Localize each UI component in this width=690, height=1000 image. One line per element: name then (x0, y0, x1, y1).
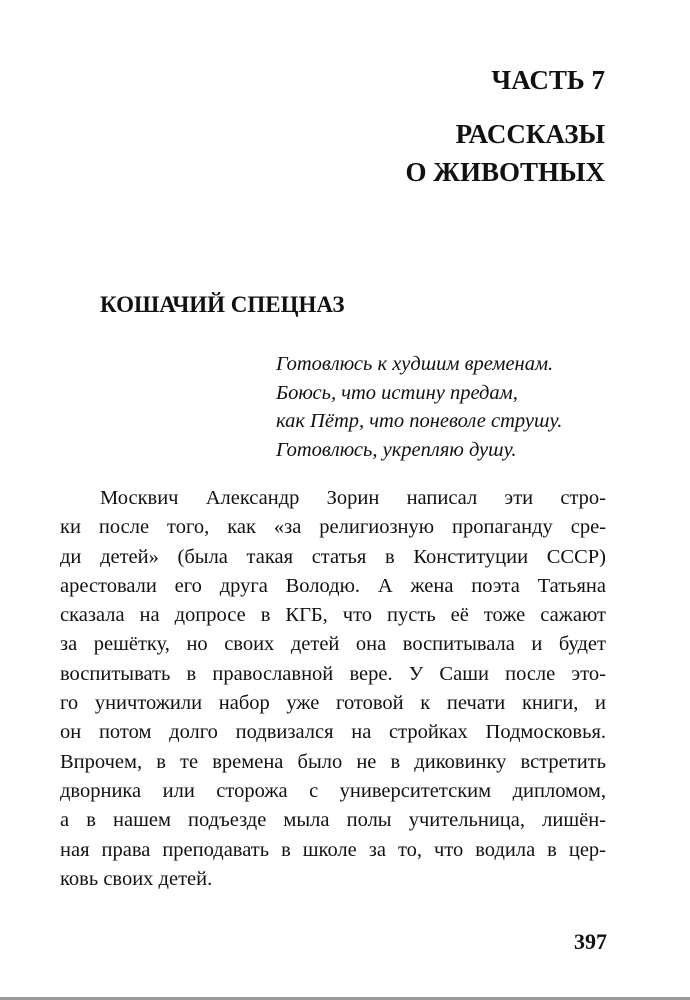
body-line: ки после того, как «за религиозную пропаганду сре- (60, 516, 606, 539)
epigraph-line: Готовлюсь, укрепляю душу. (276, 438, 517, 461)
body-paragraph (60, 484, 606, 894)
body-line: ная права преподавать в школе за то, что водила в цер- (60, 838, 606, 861)
body-line: воспитывать в православной вере. У Саши после это- (60, 662, 606, 685)
part-subtitle-line: РАССКАЗЫ (455, 119, 605, 149)
story-title: КОШАЧИЙ СПЕЦНАЗ (100, 292, 345, 317)
body-line: он потом долго подвизался на стройках Подмосковья. (60, 721, 606, 744)
body-line: сказала на допросе в КГБ, что пусть её тоже сажают (60, 604, 606, 627)
body-line: Впрочем, в те времена было не в диковинку встретить (60, 750, 606, 773)
body-line: арестовали его друга Володю. А жена поэта Татьяна (60, 574, 606, 597)
body-line: за решётку, но своих детей она воспитывала и будет (60, 633, 606, 656)
part-subtitle-line: О ЖИВОТНЫХ (405, 157, 605, 187)
page-number: 397 (574, 929, 607, 954)
epigraph-line: как Пётр, что поневоле струшу. (276, 410, 563, 432)
body-line: Москвич Александр Зорин написал эти стро- (100, 487, 606, 509)
body-line: дворника или сторожа с университетским дипломом, (60, 779, 606, 802)
body-line: ковь своих детей. (60, 867, 213, 890)
epigraph-line: Боюсь, что истину предам, (276, 381, 518, 404)
body-line: ди детей» (была такая статья в Конституции СССР) (60, 545, 606, 568)
epigraph-line: Готовлюсь к худшим временам. (276, 353, 554, 375)
part-title: ЧАСТЬ 7 (491, 65, 605, 95)
body-line: го уничтожили набор уже готовой к печати книги, и (60, 692, 606, 715)
part-subtitle (406, 115, 605, 191)
epigraph (276, 350, 562, 464)
body-line: а в нашем подъезде мыла полы учительница, лишён- (60, 809, 606, 832)
